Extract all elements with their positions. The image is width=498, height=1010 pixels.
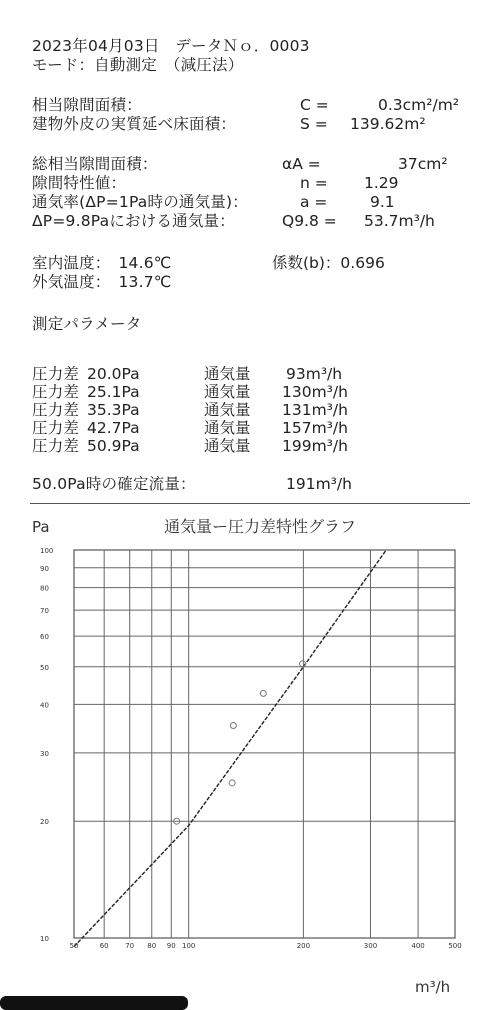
mode-line: モード：自動測定 （減圧法） <box>32 56 244 74</box>
param-row-1-dp: 20.0Pa <box>87 365 140 383</box>
data-point <box>300 661 306 667</box>
airflow-9-8-label: ΔP=9.8Paにおける通気量： <box>32 212 235 230</box>
y-axis-unit: Pa <box>32 518 50 536</box>
y-tick-label: 60 <box>40 633 49 642</box>
total-gap-area-value: 37cm² <box>398 155 448 173</box>
x-tick-label: 200 <box>296 942 311 950</box>
data-points-layer <box>174 661 306 824</box>
param-row-1-dp-label: 圧力差 <box>32 365 80 383</box>
param-row-1-q-label: 通気量 <box>204 365 251 383</box>
graph-grid <box>74 550 455 938</box>
param-row-4-q-label: 通気量 <box>204 419 251 437</box>
params-title: 測定パラメータ <box>32 315 142 333</box>
floor-area-value: 139.62m² <box>350 115 426 133</box>
x-tick-label: 90 <box>166 942 176 950</box>
param-row-4-dp: 42.7Pa <box>87 419 140 437</box>
plot-frame <box>74 550 455 938</box>
airflow-9-8-symbol: Q9.8 = <box>282 212 337 230</box>
date-line: 2023年04月03日 データＮｏ．0003 <box>32 37 310 55</box>
floor-area-symbol: S = <box>300 115 328 133</box>
x-tick-label: 300 <box>363 942 378 950</box>
airflow-9-8-value: 53.7m³/h <box>364 212 435 230</box>
section-divider <box>30 503 470 504</box>
x-tick-labels <box>70 942 462 950</box>
coefficient-b: 係数(b)：0.696 <box>272 254 385 272</box>
data-point <box>229 780 235 786</box>
confirmed-flow-label: 50.0Pa時の確定流量： <box>32 475 196 493</box>
y-tick-label: 20 <box>40 818 49 827</box>
y-tick-label: 10 <box>40 935 49 943</box>
permeability-value: 9.1 <box>370 193 395 211</box>
airflow-pressure-graph <box>0 510 498 1000</box>
fit-line <box>74 550 386 947</box>
param-row-3-dp-label: 圧力差 <box>32 401 80 419</box>
y-tick-label: 40 <box>40 701 49 710</box>
y-tick-label: 80 <box>40 584 49 593</box>
y-tick-label: 50 <box>40 663 49 672</box>
x-tick-label: 80 <box>147 942 157 950</box>
param-row-2-q-label: 通気量 <box>204 383 251 401</box>
permeability-label: 通気率(ΔP=1Pa時の通気量)： <box>32 193 248 211</box>
param-row-1-q: 93m³/h <box>286 365 343 383</box>
x-tick-label: 50 <box>69 942 79 950</box>
param-row-3-q-label: 通気量 <box>204 401 251 419</box>
y-tick-label: 100 <box>40 547 54 555</box>
total-gap-area-symbol: αA = <box>282 155 321 173</box>
total-gap-area-label: 総相当隙間面積： <box>32 155 158 173</box>
floor-area-label: 建物外皮の実質延べ床面積： <box>32 115 237 133</box>
y-tick-label: 70 <box>40 607 49 616</box>
confirmed-flow-value: 191m³/h <box>286 475 352 493</box>
param-row-2-dp: 25.1Pa <box>87 383 140 401</box>
data-point <box>230 722 236 728</box>
gap-characteristic-symbol: n = <box>300 174 328 192</box>
gap-characteristic-value: 1.29 <box>364 174 399 192</box>
graph-title: 通気量ー圧力差特性グラフ <box>163 517 357 536</box>
x-tick-label: 70 <box>125 942 135 950</box>
x-tick-label: 400 <box>411 942 425 950</box>
y-tick-label: 30 <box>40 749 49 758</box>
x-tick-label: 60 <box>99 942 109 950</box>
param-row-4-q: 157m³/h <box>282 419 348 437</box>
fit-line-layer <box>74 550 386 947</box>
gap-characteristic-label: 隙間特性値： <box>32 174 127 192</box>
equiv-gap-area-label: 相当隙間面積： <box>32 96 142 114</box>
indoor-temp: 室内温度： 14.6℃ <box>32 254 172 272</box>
permeability-symbol: a = <box>300 193 328 211</box>
param-row-5-q: 199m³/h <box>282 437 348 455</box>
equiv-gap-area-symbol: C = <box>300 96 329 114</box>
outdoor-temp: 外気温度： 13.7℃ <box>32 273 172 291</box>
x-tick-label: 100 <box>182 942 196 950</box>
param-row-3-q: 131m³/h <box>282 401 348 419</box>
data-point <box>260 690 266 696</box>
param-row-3-dp: 35.3Pa <box>87 401 140 419</box>
y-tick-label: 90 <box>40 564 49 573</box>
equiv-gap-area-value: 0.3cm²/m² <box>378 96 460 114</box>
param-row-5-dp-label: 圧力差 <box>32 437 80 455</box>
param-row-2-dp-label: 圧力差 <box>32 383 80 401</box>
param-row-2-q: 130m³/h <box>282 383 348 401</box>
param-row-4-dp-label: 圧力差 <box>32 419 80 437</box>
x-tick-label: 500 <box>448 942 462 950</box>
x-axis-unit: m³/h <box>415 978 451 996</box>
y-tick-labels <box>40 547 53 943</box>
param-row-5-dp: 50.9Pa <box>87 437 140 455</box>
param-row-5-q-label: 通気量 <box>204 437 251 455</box>
